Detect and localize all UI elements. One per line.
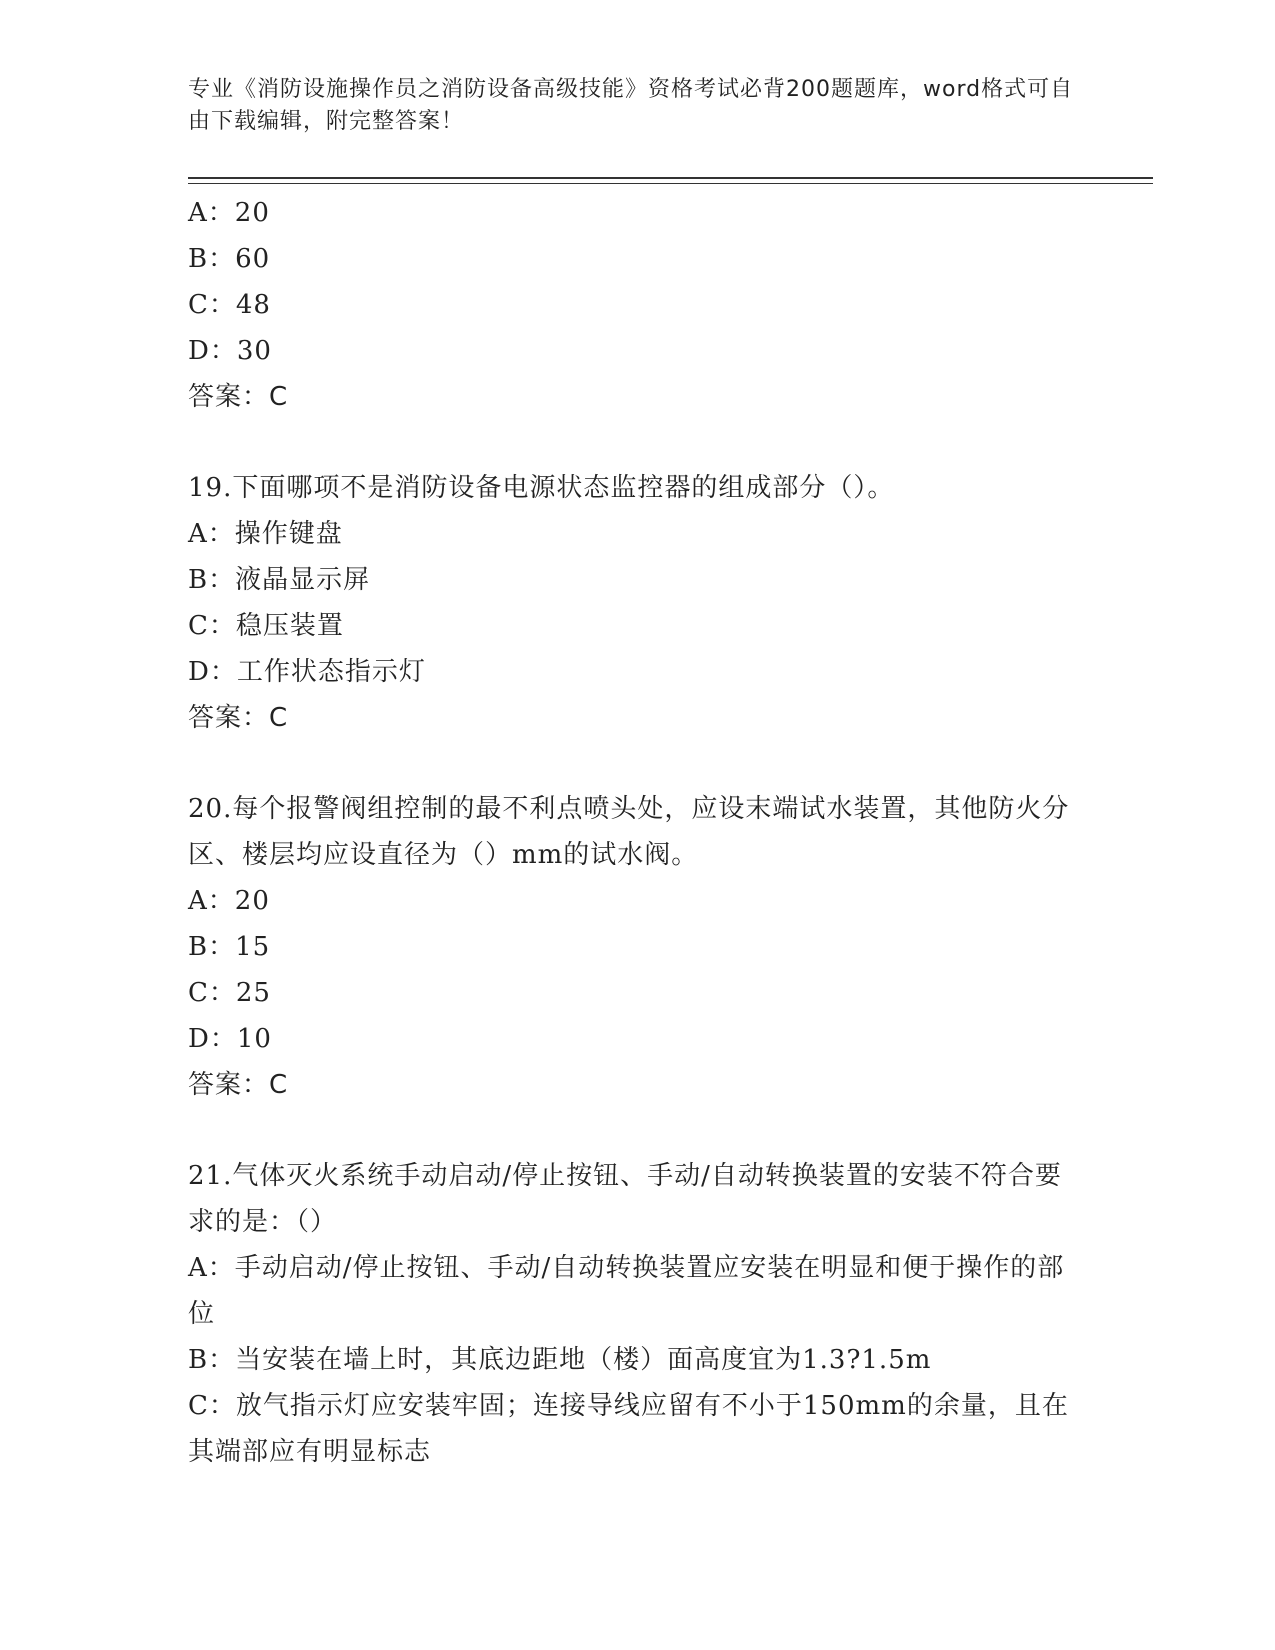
document-body [188,190,1088,1475]
option-b: B：当安装在墙上时，其底边距地（楼）面高度宜为1.3?1.5m [188,1345,932,1375]
question-block-18 [188,190,1088,420]
option-b: B：15 [188,932,271,962]
header-divider-thick [188,177,1153,179]
option-a: A：手动启动/停止按钮、手动/自动转换装置应安装在明显和便于操作的部位 [188,1253,1065,1329]
header-divider-thin [188,183,1153,184]
question-block-21 [188,1153,1088,1475]
answer: 答案：C [188,703,289,733]
option-c: C：稳压装置 [188,611,344,641]
document-header: 专业《消防设施操作员之消防设备高级技能》资格考试必背200题题库，word格式可自由下载编辑，附完整答案！ [188,77,1074,134]
answer: 答案：C [188,1070,289,1100]
answer: 答案：C [188,382,289,412]
option-a: A：20 [188,886,270,916]
option-d: D：30 [188,336,272,366]
option-c: C：25 [188,978,271,1008]
option-c: C：放气指示灯应安装牢固；连接导线应留有不小于150mm的余量，且在其端部应有明显标志 [188,1391,1069,1467]
question-text: 21.气体灭火系统手动启动/停止按钮、手动/自动转换装置的安装不符合要求的是：（） [188,1161,1062,1237]
option-a: A：20 [188,198,270,228]
question-text: 20.每个报警阀组控制的最不利点喷头处，应设末端试水装置，其他防火分区、楼层均应设直径为（）mm的试水阀。 [188,794,1070,870]
option-a: A：操作键盘 [188,519,343,549]
question-block-19 [188,465,1088,741]
option-d: D：工作状态指示灯 [188,657,426,687]
option-b: B：液晶显示屏 [188,565,371,595]
question-text: 19.下面哪项不是消防设备电源状态监控器的组成部分（）。 [188,473,895,503]
option-c: C：48 [188,290,271,320]
option-d: D：10 [188,1024,272,1054]
option-b: B：60 [188,244,271,274]
question-block-20 [188,786,1088,1108]
